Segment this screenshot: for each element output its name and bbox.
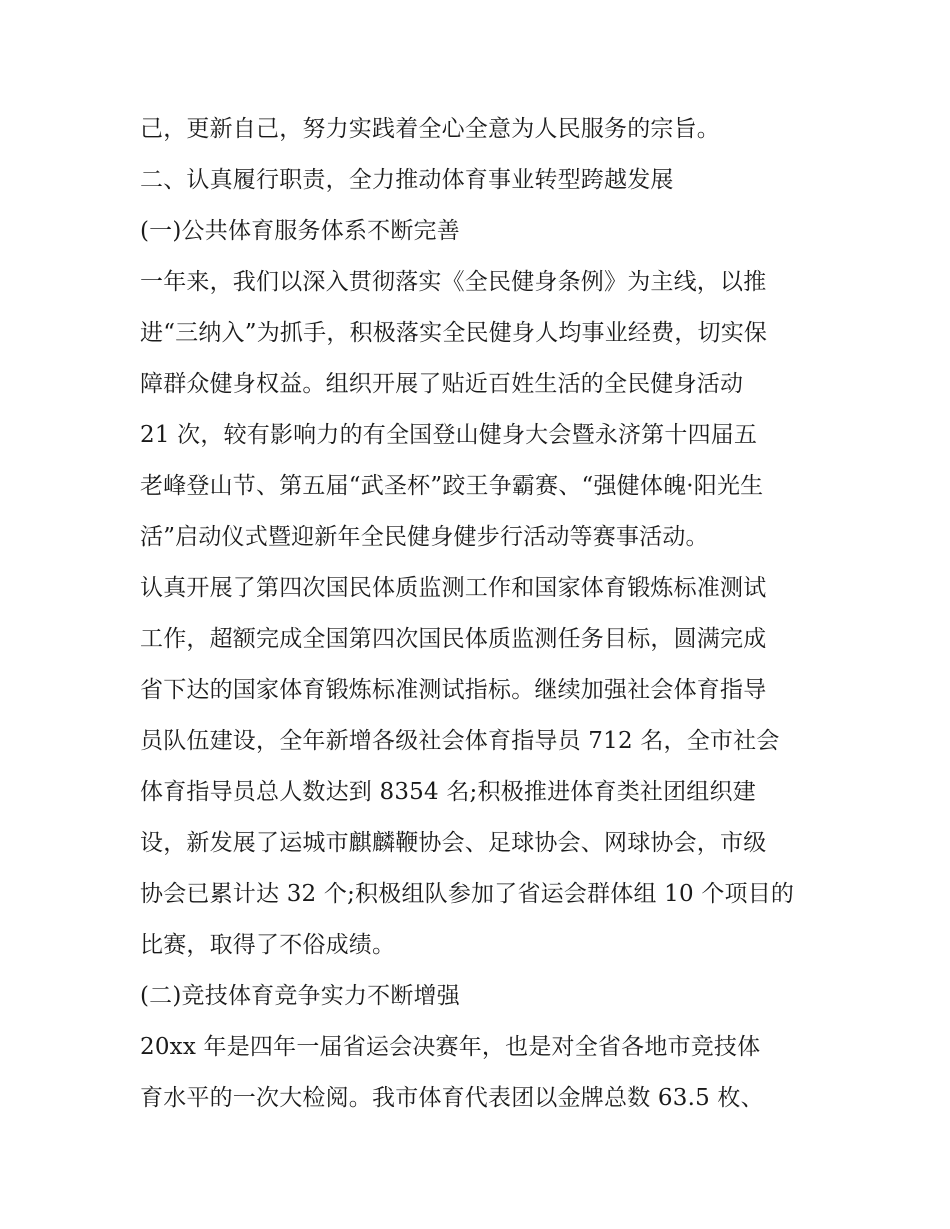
- text-line: 员队伍建设，全年新增各级社会体育指导员 712 名，全市社会: [140, 728, 780, 754]
- subsection-heading: (一)公共体育服务体系不断完善: [140, 218, 460, 244]
- text-line: 设，新发展了运城市麒麟鞭协会、足球协会、网球协会，市级: [140, 830, 767, 856]
- subsection-heading: (二)竞技体育竞争实力不断增强: [140, 983, 460, 1009]
- text-line: 认真开展了第四次国民体质监测工作和国家体育锻炼标准测试: [140, 575, 767, 601]
- text-line: 21 次，较有影响力的有全国登山健身大会暨永济第十四届五: [140, 422, 758, 448]
- text-line: 工作，超额完成全国第四次国民体质监测任务目标，圆满完成: [140, 626, 767, 652]
- section-heading: 二、认真履行职责，全力推动体育事业转型跨越发展: [140, 167, 674, 193]
- text-line: 活”启动仪式暨迎新年全民健身健步行活动等赛事活动。: [140, 524, 709, 550]
- text-line: 20xx 年是四年一届省运会决赛年，也是对全省各地市竞技体: [140, 1034, 761, 1060]
- text-line: 育水平的一次大检阅。我市体育代表团以金牌总数 63.5 枚、: [140, 1085, 764, 1111]
- text-line: 障群众健身权益。组织开展了贴近百姓生活的全民健身活动: [140, 371, 744, 397]
- text-line: 老峰登山节、第五届“武圣杯”跤王争霸赛、“强健体魄·阳光生: [140, 473, 764, 499]
- text-line: 比赛，取得了不俗成绩。: [140, 932, 396, 958]
- text-line: 协会已累计达 32 个;积极组队参加了省运会群体组 10 个项目的: [140, 881, 795, 907]
- text-line: 省下达的国家体育锻炼标准测试指标。继续加强社会体育指导: [140, 677, 767, 703]
- text-line: 己，更新自己，努力实践着全心全意为人民服务的宗旨。: [140, 116, 720, 142]
- text-line: 体育指导员总人数达到 8354 名;积极推进体育类社团组织建: [140, 779, 756, 805]
- text-line: 进“三纳入”为抓手，积极落实全民健身人均事业经费，切实保: [140, 320, 768, 346]
- text-line: 一年来，我们以深入贯彻落实《全民健身条例》为主线，以推: [140, 269, 767, 295]
